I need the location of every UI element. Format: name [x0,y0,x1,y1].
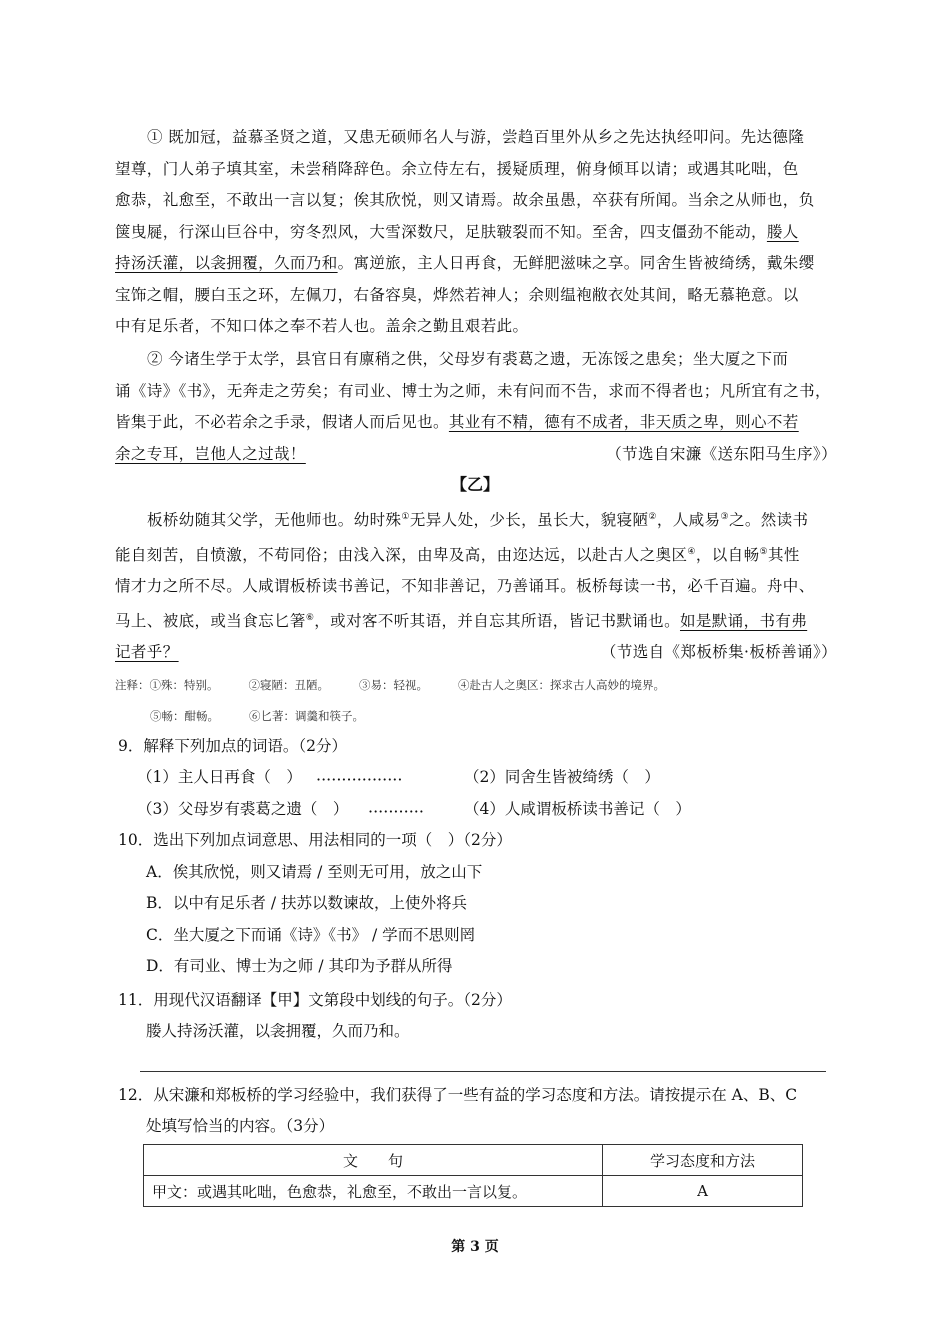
question-12-stem-cont: 处填写恰当的内容。（3分） [146,1117,335,1135]
text-line: ② 今诸生学于太学，县官日有廪稍之供，父母岁有裘葛之遗，无冻馁之患矣；坐大厦之下而 [147,350,789,368]
source-citation: （节选自《郑板桥集·板桥善诵》） [600,643,837,662]
note: ②寝陋：丑陋。 [248,678,329,692]
text-line: 宝饰之帽，腰白玉之环，左佩刀，右备容臭，烨然若神人；余则缊袍敝衣处其间，略无慕艳意。以 [115,285,799,304]
passage-jia-paragraph-2 [115,344,837,470]
dotted-blank: ··········· [368,802,424,821]
text-line: 皆集于此，不必若余之手录，假诸人而后见也。其业有不精，德有不成者，非天质之卑，则心不若 [115,413,799,431]
underlined-sentence: 持汤沃灌，以衾拥覆，久而乃和 [115,254,338,272]
text-line: 诵《诗》《书》，无奔走之劳矣；有司业、博士为之师，未有问而不告，求而不得者也；凡所宜有之书， [115,381,831,400]
answer-line[interactable] [140,1071,826,1072]
note: ⑥匕著：调羹和筷子。 [249,709,364,723]
table-header-cell: 文 句 [144,1145,603,1176]
q9-item-2: （2）同舍生皆被绮绣（ ） [464,768,660,786]
underlined-sentence: 媵人 [766,222,799,241]
text-line: 箧曳屣，行深山巨谷中，穷冬烈风，大雪深数尺，足肤皲裂而不知。至舍，四支僵劲不能动，媵人 [115,222,799,241]
section-yi-title: 【乙】 [450,475,499,494]
annotations-row-2 [150,708,394,724]
note: ⑤畅：酣畅。 [150,709,219,723]
text-line: 持汤沃灌，以衾拥覆，久而乃和。寓逆旅，主人日再食，无鲜肥滋味之享。同舍生皆被绮绣，戴朱缨 [115,254,815,272]
q9-item-1: （1）主人日再食（ ） [137,768,302,786]
note: ③易：轻视。 [359,678,428,692]
page-number: 第 3 页 [451,1239,499,1255]
q10-option-c: C．坐大厦之下而诵《诗》《书》 / 学而不思则罔 [146,926,476,944]
source-citation: （节选自宋濂《送东阳马生序》） [606,444,837,463]
note: ①殊：特别。 [149,678,219,692]
text-line: 马上、被底，或当食忘匕箸⑥，或对客不听其语，并自忘其所语，皆记书默诵也。如是默诵，书有弗 [115,611,808,630]
question-12-stem: 12．从宋濂和郑板桥的学习经验中，我们获得了一些有益的学习态度和方法。请按提示在 A、B、C [118,1086,798,1104]
question-9-stem: 9．解释下列加点的词语。（2分） [118,737,347,755]
underlined-sentence: 记者乎？ [115,643,179,662]
table-header-row [144,1145,803,1176]
text-line: ① 既加冠，益慕圣贤之道，又患无硕师名人与游，尝趋百里外从乡之先达执经叩问。先达德隆 [147,128,805,146]
q11-sentence: 媵人持汤沃灌，以衾拥覆，久而乃和。 [146,1022,410,1040]
note: ④赴古人之奥区：探求古人高妙的境界。 [458,678,665,692]
passage-jia-paragraph-1 [115,122,837,343]
q9-item-3: （3）父母岁有裘葛之遗（ ） [137,800,349,818]
text-line: 板桥幼随其父学，无他师也。幼时殊①无异人处，少长，虽长大，貌寝陋②，人咸易③之。然读书 [147,511,809,530]
answer-cell-a[interactable]: A [603,1176,803,1207]
table-row [144,1176,803,1207]
underlined-sentence: 如是默诵，书有弗 [679,611,808,630]
answer-table [143,1144,803,1207]
underlined-sentence: 余之专耳，岂他人之过哉！ [115,444,306,463]
text-line [115,637,837,669]
annotations-row-1 [115,677,695,693]
question-11-stem: 11．用现代汉语翻译【甲】文第段中划线的句子。（2分） [118,991,512,1009]
text-line: 愈恭，礼愈至，不敢出一言以复；俟其欣悦，则又请焉。故余虽愚，卒获有所闻。当余之从师也，负 [115,191,815,209]
notes-label: 注释： [115,678,150,692]
table-header-cell: 学习态度和方法 [603,1145,803,1176]
underlined-sentence: 其业有不精，德有不成者，非天质之卑，则心不若 [448,413,799,431]
text-line [115,439,837,471]
text-line: 中有足乐者，不知口体之奉不若人也。盖余之勤且艰若此。 [115,317,529,335]
q10-option-a: A．俟其欣悦，则又请焉 / 至则无可用，放之山下 [146,863,483,881]
question-10-stem: 10．选出下列加点词意思、用法相同的一项（ ）（2分） [118,831,512,849]
q9-item-4: （4）人咸谓板桥读书善记（ ） [464,800,691,818]
text-line: 望尊，门人弟子填其室，未尝稍降辞色。余立侍左右，援疑质理，俯身倾耳以请；或遇其叱咄，色 [115,159,799,178]
table-cell: 甲文：或遇其叱咄，色愈恭，礼愈至，不敢出一言以复。 [144,1176,603,1207]
q10-option-d: D．有司业、博士为之师 / 其印为予群从所得 [146,957,453,975]
text-line: 能自刻苦，自愤激，不苟同俗；由浅入深，由卑及高，由迩达远，以赴古人之奥区④，以自畅⑤其性 [115,545,800,564]
dotted-blank: ················· [316,770,403,789]
passage-yi [115,502,837,669]
q10-option-b: B．以中有足乐者 / 扶苏以数谏故，上使外将兵 [146,894,467,912]
text-line: 情才力之所不尽。人咸谓板桥读书善记，不知非善记，乃善诵耳。板桥每读一书，必千百遍。舟中、 [115,577,815,596]
